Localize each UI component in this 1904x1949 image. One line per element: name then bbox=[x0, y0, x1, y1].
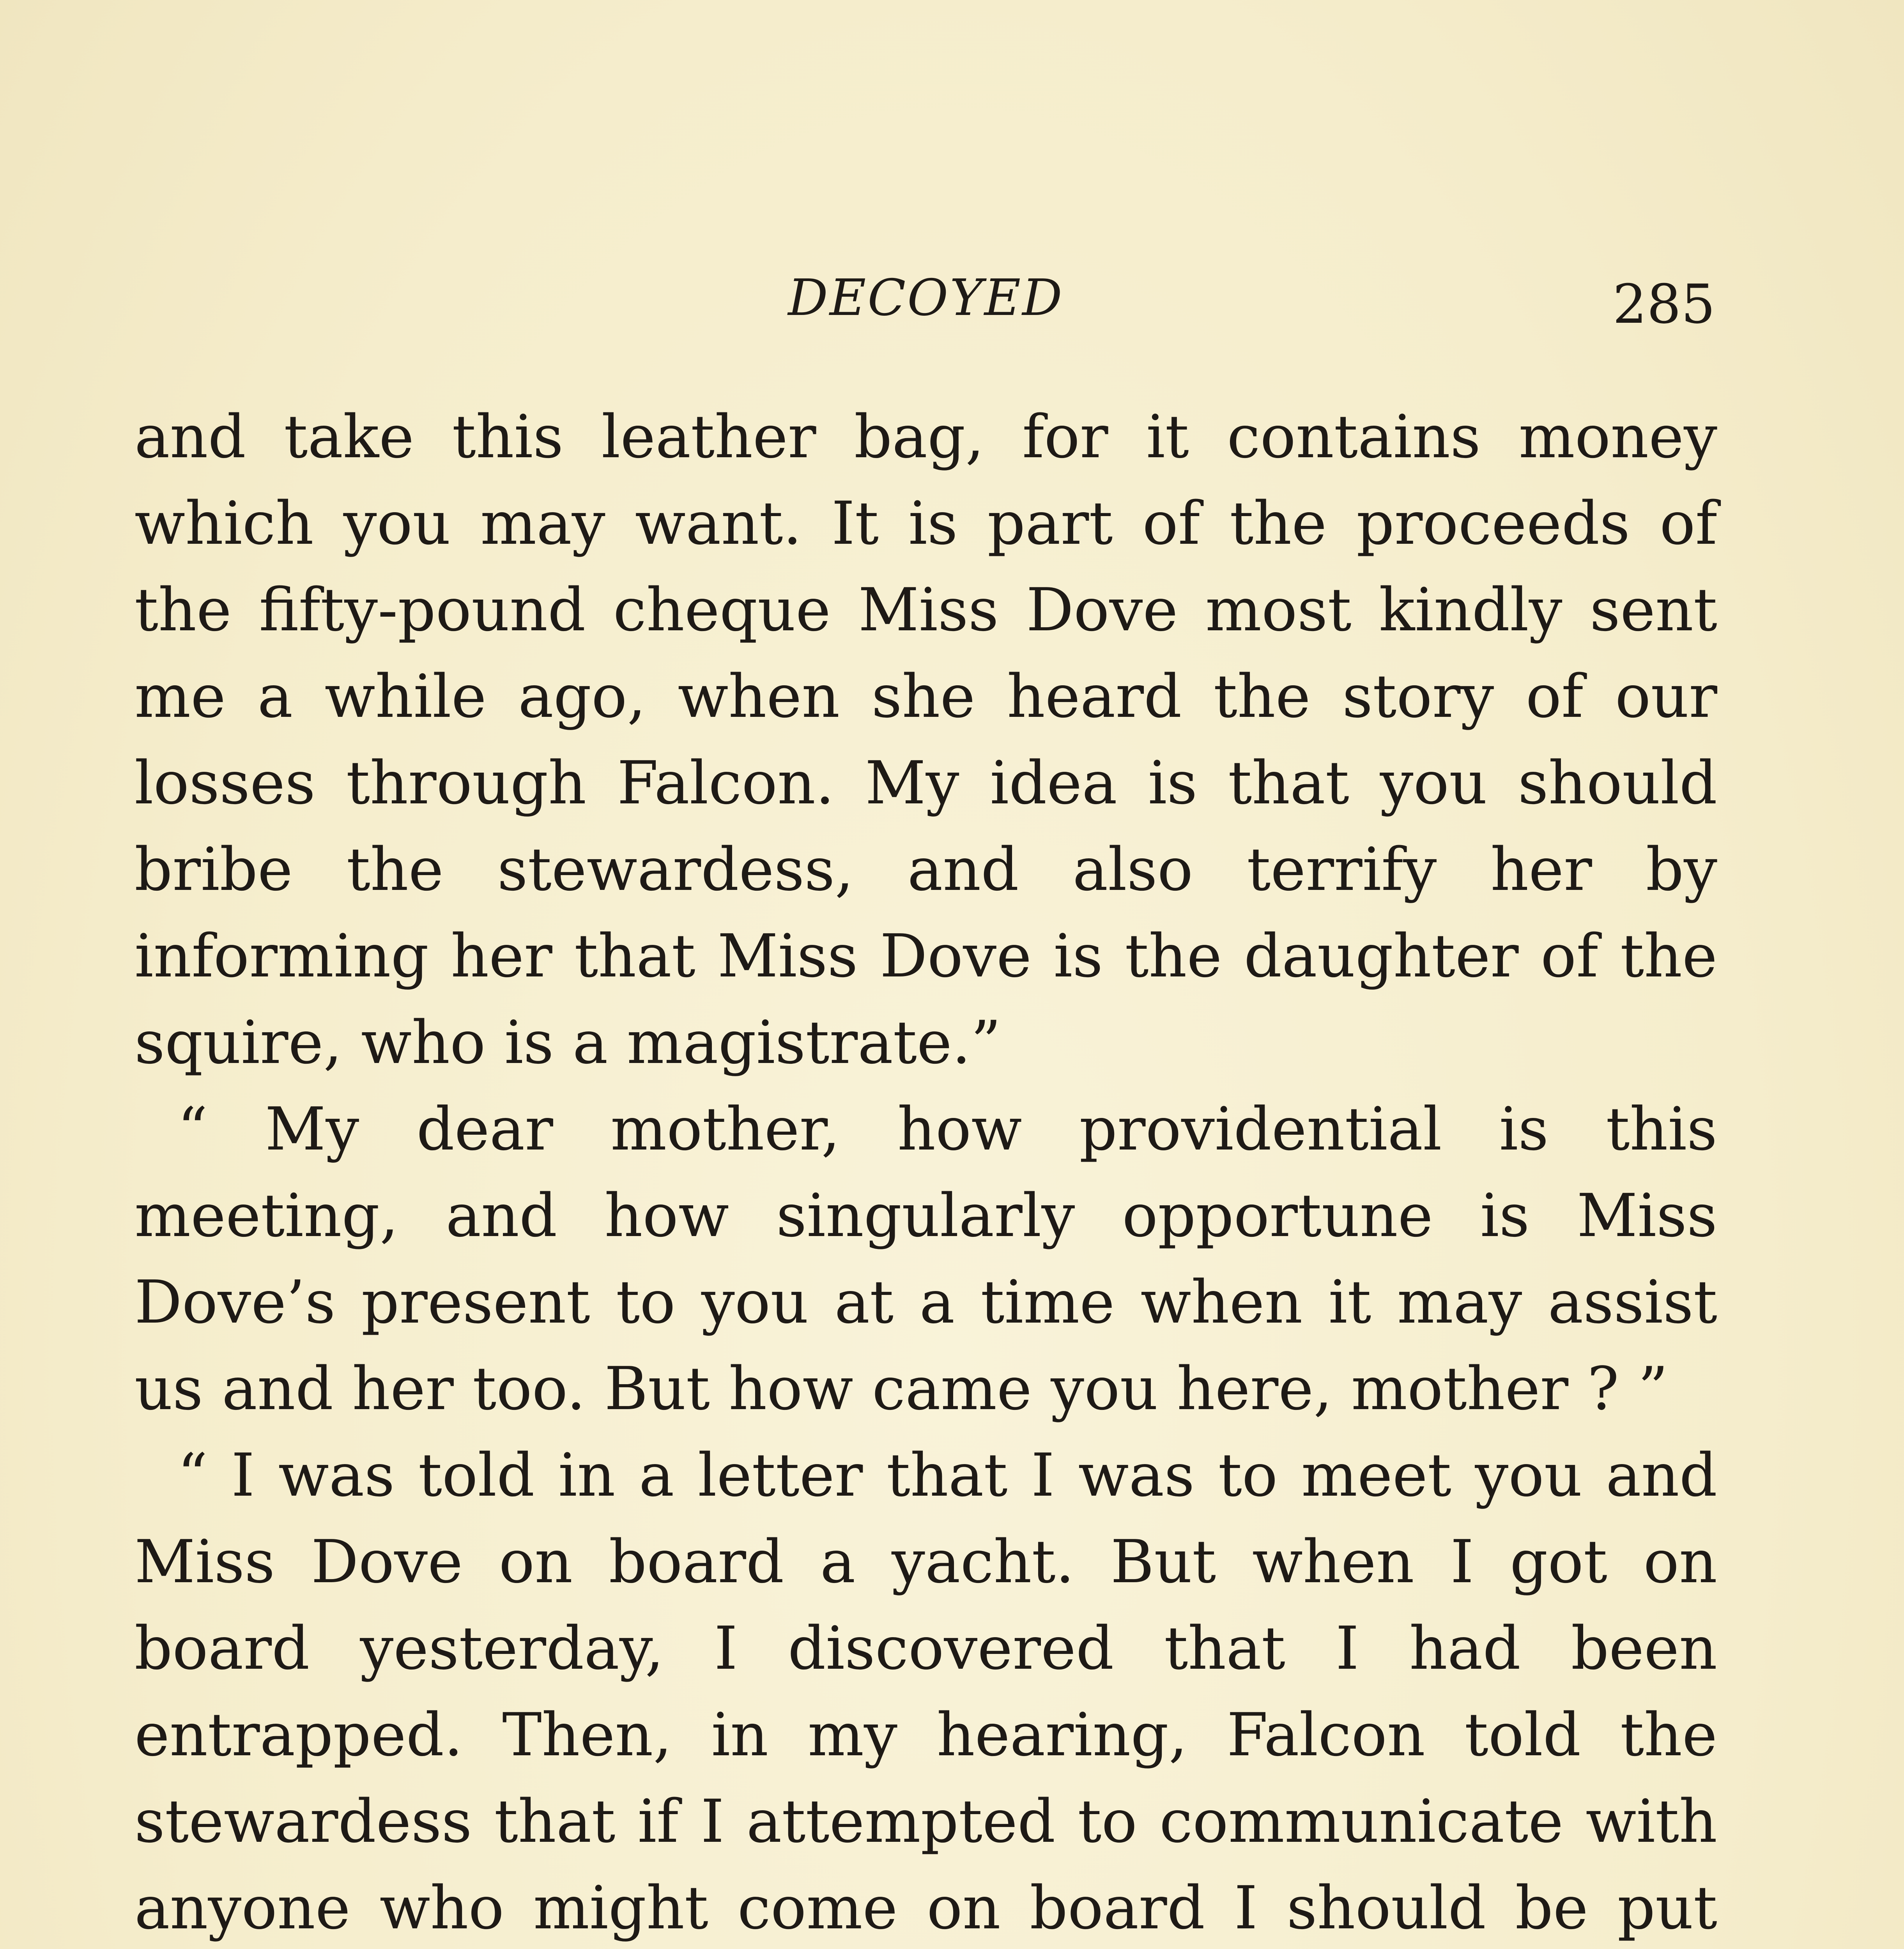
page-number: 285 bbox=[1612, 273, 1715, 336]
paragraph-continuation: and take this leather bag, for it contains money which you may want. It is part of the proceeds of the fifty-pound cheque Miss Dove most kindly sent me a while ago, when she heard the story of our losses through Falcon. My idea is that you should bribe the stewardess, and also terrify her by informing her that Miss Dove is the daughter of the squire, who is a magistrate.” bbox=[134, 402, 1717, 1077]
paragraph: “ My dear mother, how providential is this meeting, and how singularly opportune is Miss Dove’s present to you at a time when it may assist us and her too. But how came you here, mother ? ” bbox=[134, 1095, 1717, 1423]
paragraph: “ I was told in a letter that I was to meet you and Miss Dove on board a yacht. But when I got on board yesterday, I discovered that I had been entrapped. Then, in my hearing, Falcon told the stewardess that if I attempted to communicate with anyone who might come on board I should be put bbox=[134, 1441, 1717, 1942]
running-head: DECOYED bbox=[788, 269, 1064, 327]
body-text bbox=[134, 394, 1717, 1949]
page-header bbox=[136, 269, 1715, 347]
